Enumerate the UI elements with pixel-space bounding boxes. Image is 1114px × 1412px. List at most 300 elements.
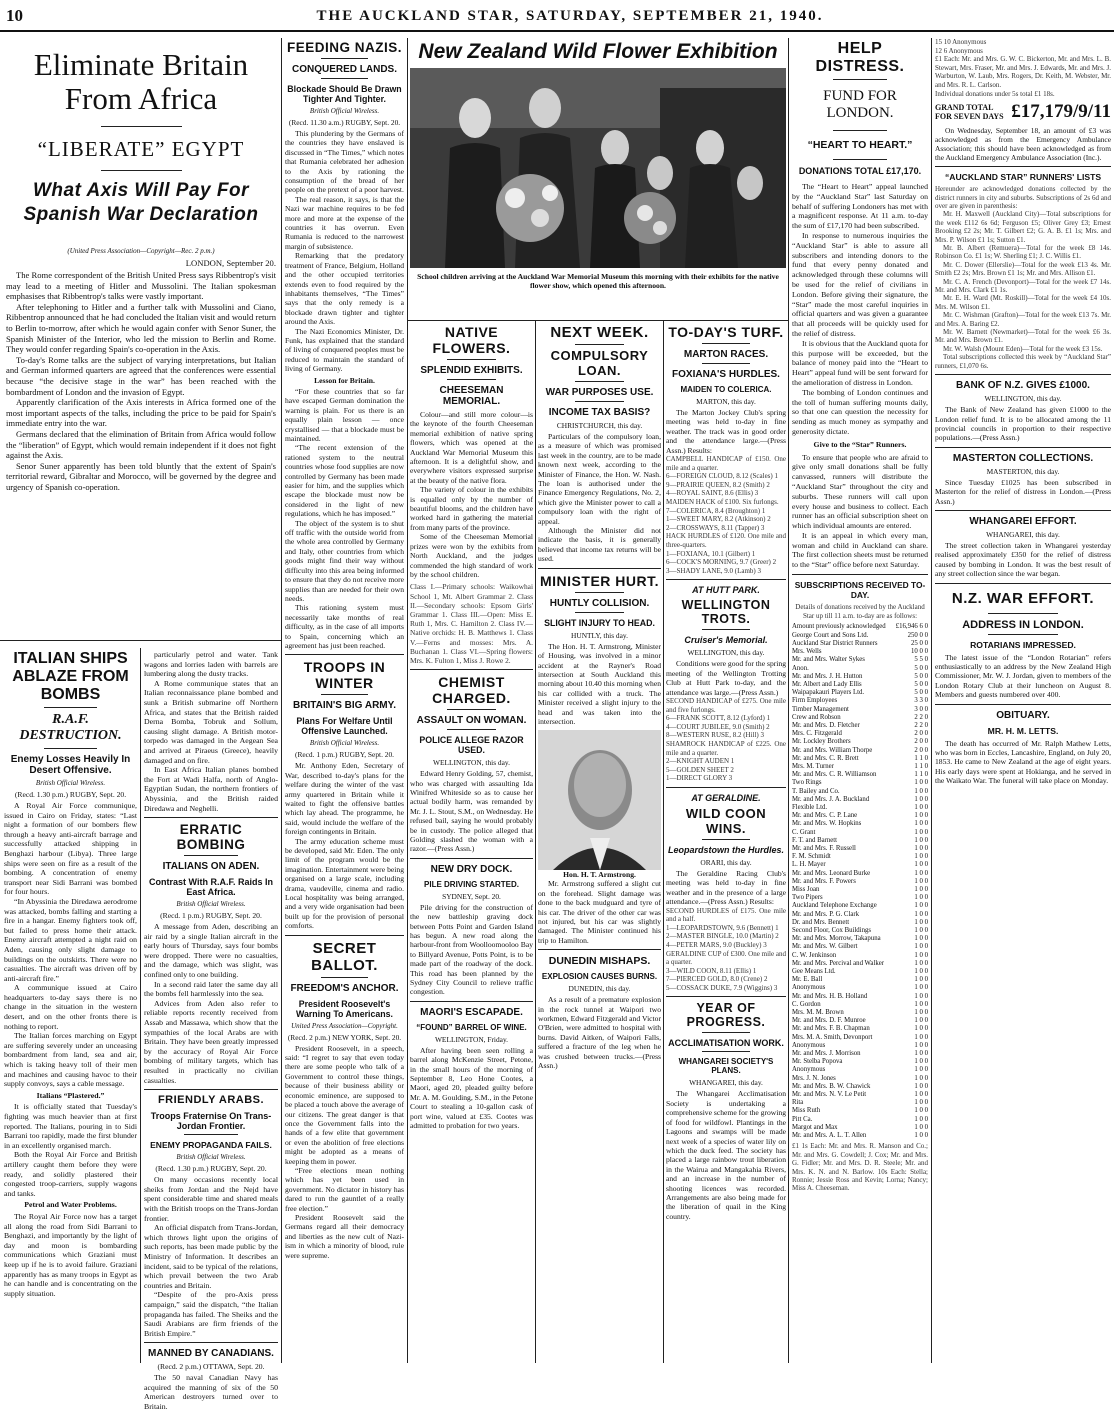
donor-name: Anonymous — [792, 984, 826, 992]
deck: Troops Fraternise On Trans-Jordan Frontier. — [150, 1111, 272, 1132]
donor-name: Mrs. M. M. Brown — [792, 1009, 844, 1017]
donor-name: Mr. Lockley Brothers — [792, 738, 851, 746]
donation-amount: 1 0 0 — [914, 1017, 928, 1025]
subhead: “FOUND” BARREL OF WINE. — [416, 1022, 527, 1032]
paragraph: President Roosevelt, in a speech, said: “I regret to say that even today there are some people who talk of a Government to control these things, because of their business ability or economic eminence, are supposed to be placed a touch above the average of our citizens. The great danger is that once the Government falls into the hands of a few elite that government or even the abolition of free elections might be adopted as a means of keeping them in power. — [285, 1043, 404, 1166]
headline-dry-dock: NEW DRY DOCK. — [430, 863, 513, 875]
donor-name: Mr. and Mrs. Morrow, Takapuna — [792, 935, 881, 943]
column-rule — [535, 320, 536, 1363]
donor-name: Mr. Albert and Lady Ellis — [792, 680, 862, 688]
donation-amount: 1 0 0 — [914, 1066, 928, 1074]
subscription-row — [792, 1066, 928, 1074]
donation-amount: 1 0 0 — [914, 1123, 928, 1131]
crosshead: Give to the “Star” Runners. — [813, 439, 907, 449]
subhead: ITALIANS ON ADEN. — [162, 861, 260, 873]
donation-amount: 1 0 0 — [914, 1107, 928, 1115]
subscription-row — [792, 886, 928, 894]
subscription-row — [792, 837, 928, 845]
result-line: 4—ROYAL SAINT, 8.6 (Ellis) 3 — [666, 489, 759, 498]
result-line: 6—COCK'S MORNING, 9.7 (Greer) 2 — [666, 558, 777, 567]
runners-intro: Hereunder are acknowledged donations collected by the district runners in city and suburbs. Subscriptions of 2s 6d and over are given in parenthesis: — [935, 185, 1111, 210]
donor-name: Mr. and Mrs. B. W. Chawick — [792, 1082, 871, 1090]
headline-next-week: NEXT WEEK. — [550, 324, 649, 341]
paragraph: The latest issue of the “London Rotarian” refers enthusiastically to an address by the New Zealand High Commissioner, Mr. W. J. Jordan, given to members of the London Rotary Club at their luncheon on August 8. Members and guests numbered over 400. — [935, 652, 1111, 700]
column-rule — [663, 320, 664, 1363]
column-rule — [407, 38, 408, 1363]
subhead: FREEDOM'S ANCHOR. — [290, 982, 399, 994]
donor-name: Margot and Max — [792, 1123, 838, 1131]
result-line: GERALDINE CUP of £300. One mile and a quarter. — [666, 949, 786, 967]
headline-runners-lists: “AUCKLAND STAR” RUNNERS' LISTS — [944, 172, 1102, 183]
donation-amount: 2 0 0 — [914, 738, 928, 746]
paragraph: The real reason, it says, is that the Nazi war machine requires to be fed more and more at the expense of the countries it has overrun. Even Rumania is reduced to the narrowest margin of subsistence. — [285, 194, 404, 251]
column-rule — [931, 38, 932, 1363]
column-rule — [140, 648, 141, 1363]
list-item: Mr. W. Barnett (Newmarket)—Total for the week £6 3s. Mr. and Mrs. Brown £1. — [935, 328, 1111, 345]
article-body — [285, 1044, 404, 1260]
subscription-row — [792, 681, 928, 689]
subscription-row — [792, 919, 928, 927]
list-item: 12 6 Anonymous — [935, 46, 983, 55]
result-line: 7—PIERCED GOLD, 8.0 (Crene) 2 — [666, 975, 768, 984]
subscription-row — [792, 796, 928, 804]
subhead: EXPLOSION CAUSES BURNS. — [541, 972, 658, 982]
list-item: Mr. B. Albert (Remuera)—Total for the week £8 14s. Robinson Co. £1 1s; W. Sherling £1; J. C. Willis £1. — [935, 244, 1111, 261]
donor-name: Second Floor, Cox Buildings — [792, 927, 872, 934]
dateline: SYDNEY, Sept. 20. — [442, 891, 501, 901]
paragraph: Although the Minister did not indicate the basis, it is generally believed that income tax returns will be used. — [538, 526, 661, 564]
headline-bank-of-nz: BANK OF N.Z. GIVES £1000. — [956, 380, 1090, 392]
paragraph: The 50 naval Canadian Navy has acquired the manning of six of the 50 American destroyers turned over to Britain. — [144, 1373, 278, 1412]
donor-name: Mr. and Mrs. Walter Sykes — [792, 656, 865, 664]
race-results — [666, 907, 786, 993]
credit-line: United Press Association—Copyright. — [291, 1021, 398, 1030]
subhead: MARTON RACES. — [683, 349, 769, 360]
paragraph: Senor Suner apparently has been told bluntly that the extent of Spain's territorial reward, Gibraltar and Morocco, will be governed by the degree and urgency of Spanish co-operation. — [6, 460, 276, 492]
donation-amount: 1 0 0 — [914, 902, 928, 910]
paragraph: The bombing of London continues and the toll of human suffering mounts daily, so that one can question the necessity for sending as much money as sympathy and generosity dictate. — [792, 387, 928, 436]
dateline: HUNTLY, this day. — [571, 630, 628, 640]
paragraph: Conditions were good for the spring meeting of the Wellington Trotting Club at Hutt Park to-day, and the attendance was large.—(Press Assn.) — [666, 659, 786, 697]
donor-name: Gee Means Ltd. — [792, 968, 836, 976]
result-line: 1—DIRECT GLORY 3 — [666, 774, 733, 783]
subscription-row — [792, 706, 928, 714]
donor-name: Mr. and Mrs. J. H. Hutton — [792, 672, 863, 680]
paragraph: A communique issued at Cairo headquarters to-day says there is no change in the situation in the western desert, and on the other fronts there is nothing to report. — [4, 983, 137, 1031]
headline-obituary: OBITUARY. — [996, 709, 1050, 721]
paragraph: This plundering by the Germans of the countries they have enslaved is discussed in “The Times,” which notes that Rumania celebrated her adhesion to the Axis by rationing the consumption of the bread of her people on the pretext of a poor harvest. — [285, 129, 404, 195]
subscription-row — [792, 1107, 928, 1115]
subscription-row — [792, 993, 928, 1001]
donation-amount: 1 0 0 — [914, 828, 928, 836]
paragraph: “Despite of the pro-Axis press campaign,” said the dispatch, “the Italian propaganda has failed. The Sheiks and the Saudi Arabians are firm friends of the British Empire.” — [144, 1290, 278, 1338]
subhead: HUNTLY COLLISION. — [549, 597, 650, 609]
donation-amount: 1 0 0 — [914, 787, 928, 795]
dateline: WELLINGTON, this day. — [687, 648, 765, 658]
paragraph: “For these countries that so far have escaped German domination the warning is plain. For us there is an equally plain lesson — once crystallised — that a blockade must be maintained. — [285, 386, 404, 443]
subscription-row — [792, 656, 928, 664]
article-body — [410, 410, 533, 579]
dateline: (Recd. 1.30 p.m.) RUGBY, Sept. 20. — [14, 790, 127, 799]
subscription-row — [792, 673, 928, 681]
paragraph: The street collection taken in Whangarei yesterday realised approximately £350 for the relief of distress caused by bombing in London. It was the best result of any street collection since the war began. — [935, 540, 1111, 579]
result-line: 7—COLERICA, 8.4 (Broughton) 1 — [666, 506, 766, 515]
subscription-row — [792, 820, 928, 828]
donor-name: Mr. and Mrs. H. B. Holland — [792, 992, 868, 1000]
donation-amount: 5 0 0 — [914, 664, 928, 672]
paragraph: A Rome communique states that an Italian reconnaissance plane bombed and sunk a British submarine off Northern Africa, and states that the British raided Derna Bomba, Tobruk and Sollum, causing slight damage. A British motor-torpedo was damaged in the Aegean Sea and arrived at Piraeus (Greece), heavily damaged and on fire. — [144, 678, 278, 765]
subhead: ADDRESS IN LONDON. — [962, 618, 1084, 631]
subscription-row — [792, 730, 928, 738]
donor-name: L. H. Mayer — [792, 861, 826, 869]
headline-italian-ships: ITALIAN SHIPS ABLAZE FROM BOMBS — [12, 650, 129, 703]
masthead — [0, 0, 1114, 34]
subscription-row — [792, 927, 928, 935]
paragraph: Apparently clarification of the Axis interests in Africa formed one of the most important aspects of the talks, including the price to be paid for Spain's immediate entry into the war. — [6, 397, 276, 429]
paragraph: To-day's Rome talks are the subject of varying interpretations, but Italian and German informed quarters are agreed that the conferences were essential because “the decisive stage in the war” has been reached with the bombardment of London and the invasion of Egypt. — [6, 354, 276, 397]
donation-amount: 1 0 0 — [914, 935, 928, 943]
paragraph: The Whangarei Acclimatisation Society is undertaking a comprehensive scheme for the growing of food for wildfowl. Plantings in the Lagoons and swamps will be made next week of a species of water lily on which the duck feed. The society has placed a large rainbow trout liberation in the Wairua and Mangakahia Rivers, and an increase in the number of shooting licences was recorded. Arrangements are also being made for the liberation of quail in the King country. — [666, 1089, 786, 1221]
paragraph: In response to numerous inquiries the “Auckland Star” is able to assure all subscribers and intending donors to the fund that every penny donated and acknowledged through these columns will be used for the relief of civilians in London. Before giving their signature, the “Star” made the most careful inquiries in official quarters and was given a guarantee that all proceeds will be quickly used for the relief of distress. — [792, 230, 928, 338]
dateline: LONDON, September 20. — [185, 258, 276, 268]
donor-name: C. Grant — [792, 828, 816, 836]
donation-amount: 1 0 0 — [914, 1000, 928, 1008]
portrait-caption: Hon. H. T. Armstrong. — [563, 870, 636, 880]
list-item: Mr. C. Wishman (Grafton)—Total for the week £13 7s. Mr. and Mrs. A. Baring £2. — [935, 311, 1111, 328]
donor-name: Mrs. M. Turner — [792, 762, 834, 770]
donor-name: Flexible Ltd. — [792, 803, 828, 811]
subscription-row — [792, 1034, 928, 1042]
list-item: £1 Each: Mr. and Mrs. G. W. C. Bickerton, Mr. and Mrs. L. B. Stewart, Mrs. Fraser, Mr. and Mrs. J. Edwards, Mr. and Mrs. J. Warburton, W. Laub, Mrs. Rogers, Dr. Keith, M. Webster, Mr. and Mrs. R. L. Carlson. — [935, 55, 1111, 89]
subhead: CONQUERED LANDS. — [291, 64, 397, 75]
donation-amount: £16,946 6 0 — [895, 623, 928, 631]
donor-name: George Court and Sons Ltd. — [792, 631, 869, 639]
subhead: ASSAULT ON WOMAN. — [416, 715, 527, 727]
column-six — [666, 324, 786, 1364]
paragraph: An official dispatch from Trans-Jordan, which throws light upon the origins of such reports, has been made public by the Ministry of Information. It describes an incident, said to be typical of the relations, which prevail between the two Arab countries and Britain. — [144, 1223, 278, 1290]
result-line: 4—COURT JUBILEE, 9.0 (Smith) 2 — [666, 722, 770, 731]
subscription-row — [792, 632, 928, 640]
donor-name: C. W. Jenkinson — [792, 951, 837, 959]
donor-name: Mr. and Mrs. A. L. T. Allen — [792, 1132, 867, 1140]
donation-amount: 1 0 0 — [914, 976, 928, 984]
paragraph: The Italian forces marching on Egypt are suffering severely under an unceasing bombardment from land, sea and air, which is taking heavy toll of their men and machines and causing havoc to their supply convoys, says a cable message. — [4, 1031, 137, 1089]
continuation — [144, 650, 278, 813]
paragraph: The variety of colour in the exhibits is equalled only by the number of beautiful blooms, and the children have worked hard in gathering the material from many parts of the province. — [410, 485, 533, 532]
paragraph: It is an appeal in which every man, woman and child in Auckland can share. The first collection sheets must be returned to the “Star” office before next Saturday. — [792, 530, 928, 570]
paragraph: The Rome correspondent of the British United Press says Ribbentrop's visit may lead to a meeting of Hitler and Mussolini. The Italian spokesman emphasises that Ribbentrop's talks were vastly important. — [6, 270, 276, 302]
paragraph: In a second raid later the same day all the bombs fell harmlessly into the sea. — [144, 979, 278, 999]
credit-line: British Official Wireless. — [309, 739, 380, 748]
headline-liberate-egypt: “LIBERATE” EGYPT — [37, 137, 245, 161]
subscription-row — [792, 1099, 928, 1107]
subscription-row — [792, 861, 928, 869]
subhead: SPLENDID EXHIBITS. — [420, 365, 523, 376]
result-line: 2—MASTER BINGLE, 10.0 (Martin) 2 — [666, 932, 779, 941]
paragraph: As a result of a premature explosion in the rock tunnel at Waipori two workmen, Edward Fitzgerald and Victor O'Brien, were admitted to hospital with burns. David Aitken, of Waipori Falls, suffered a fracture of the leg when he was crushed between trucks.—(Press Assn.) — [538, 995, 661, 1071]
credit-line: British Official Wireless. — [309, 107, 380, 115]
donation-amount: 3 3 0 — [914, 697, 928, 705]
donation-amount: 2 0 0 — [914, 746, 928, 754]
headline-wild-coon-wins: WILD COON WINS. — [685, 805, 767, 836]
subhead: SLIGHT INJURY TO HEAD. — [544, 617, 655, 628]
donation-amount: 1 0 0 — [914, 861, 928, 869]
deck: Enemy Losses Heavily In Desert Offensive. — [10, 754, 131, 776]
donor-name: Mr. and Mrs. C. R. Brett — [792, 754, 859, 762]
subhead: WHANGAREI SOCIETY'S PLANS. — [678, 1057, 774, 1076]
headline-troops-in-winter: TROOPS IN WINTER — [303, 659, 386, 692]
donor-name: Auckland Telephone Exchange — [792, 902, 877, 910]
donor-name: Mr. and Mrs. N. V. Le Petit — [792, 1091, 867, 1099]
credit-line: British Official Wireless. — [35, 779, 106, 787]
headline-axis-pay: What Axis Will Pay For Spanish War Declaration — [23, 180, 259, 225]
subscription-row — [792, 976, 928, 984]
donation-amount: 1 0 0 — [914, 1041, 928, 1049]
headline-minister-hurt: MINISTER HURT. — [540, 572, 659, 589]
donor-name: Mr. and Mrs. D. Fletcher — [792, 721, 860, 729]
donation-amount: 5 0 0 — [914, 680, 928, 688]
intro-lines — [935, 38, 1111, 98]
newspaper-title: THE AUCKLAND STAR, SATURDAY, SEPTEMBER 21, 1940. — [316, 8, 824, 24]
headline-native-flowers: NATIVE FLOWERS. — [432, 324, 511, 356]
dateline: (Recd. 2 p.m.) OTTAWA, Sept. 20. — [157, 1362, 265, 1372]
donation-amount: 1 0 0 — [914, 992, 928, 1000]
subscription-row — [792, 1075, 928, 1083]
paragraph: The object of the system is to shut off traffic with the outside world from the whole area controlled by Germany and Italy, other countries from which goods might find their way without difficulty into this area being informed to ensure that they do not receive more supplies than are needed for their own needs. — [285, 518, 404, 603]
donation-amount: 1 1 0 — [914, 771, 928, 779]
donor-name: Auckland Star District Runners — [792, 639, 878, 647]
donation-amount: 1 0 0 — [914, 968, 928, 976]
donation-amount: 2 2 0 — [914, 713, 928, 721]
donation-amount: 1 0 0 — [914, 1033, 928, 1041]
donor-name: Mr. and Mrs. D. F. Munroe — [792, 1017, 866, 1025]
subhead: “HEART TO HEART.” — [807, 139, 913, 151]
subhead-compulsory-loan: COMPULSORY LOAN. — [550, 348, 649, 378]
donor-name: Mr. and Mrs. Percival and Walker — [792, 959, 885, 967]
donor-name: Mr. and Mrs. C. R. Williamson — [792, 771, 877, 779]
donation-amount: 1 0 0 — [914, 820, 928, 828]
headline-maori-escapade: MAORI'S ESCAPADE. — [420, 1006, 523, 1018]
headline-friendly-arabs: FRIENDLY ARABS. — [157, 1094, 265, 1107]
donation-amount: 5 5 0 — [914, 656, 928, 664]
dateline: (Recd. 1 p.m.) RUGBY, Sept. 20. — [294, 750, 395, 760]
place-label: AT HUTT PARK. — [692, 585, 760, 596]
donation-amount: 1 0 0 — [914, 877, 928, 885]
donation-amount: 1 0 0 — [914, 795, 928, 803]
donor-name: F. T. and Barnett — [792, 836, 838, 844]
paragraph: In East Africa Italian planes bombed the Fort at Wadi Halfa, north of Anglo-Egyptian Sudan, the northern frontiers of Abyssinia, and the British raided Diredawa and Neghelli. — [144, 765, 278, 813]
subscription-row — [792, 1009, 928, 1017]
donation-amount: 1 0 0 — [914, 1058, 928, 1066]
headline-year-of-progress: YEAR OF PROGRESS. — [686, 1001, 766, 1030]
column-seven — [792, 38, 928, 1363]
subscription-row — [792, 1058, 928, 1066]
subhead: INCOME TAX BASIS? — [548, 407, 651, 418]
donor-name: Amount previously acknowledged — [792, 623, 886, 631]
donor-name: Mr. and Mrs. J. A. Buckland — [792, 795, 870, 803]
list-item: Individual donations under 5s total £1 18s. — [935, 89, 1055, 98]
list-item: Mr. C. A. French (Devonport)—Total for the week £7 14s. Mr. and Mrs. Clark £1 1s. — [935, 277, 1111, 295]
paragraph: After telephoning to Hitler and a further talk with Mussolini and Ciano, Ribbentrop announced that he had concluded the Italian visit and would return to Berlin to-morrow, after which he would again confer with Senor Suner, the Spanish Minister of the Interior, who led the mission to Berlin and Rome. They would confer regarding Spain's co-operation in the Axis. — [6, 301, 276, 355]
headline-todays-turf: TO-DAY'S TURF. — [668, 324, 784, 340]
donation-amount: 1 1 0 — [914, 762, 928, 770]
donation-amount: 1 0 0 — [914, 1115, 928, 1123]
result-line: 2—KNIGHT AUDEN 1 — [666, 757, 735, 766]
column-two-lower — [144, 650, 278, 1412]
dateline: MASTERTON, this day. — [986, 466, 1060, 476]
donation-amount: 1 0 0 — [914, 984, 928, 992]
prize-list: Class I.—Primary schools: Waikowhai School 1, Mt. Albert Grammar 2. Class II.—Secondary schools: Epsom Girls' Grammar 1. Class III.—Open: Miss E. Ruth 1, Mrs. C. Hamilton 2. Class IV.—Native orchids: H. B. Matthews 1. Class V.—Ferns and mosses: Mrs. A. Buchanan 1. Class VI.—Spring flowers: Mrs. K. Fulton 1, Miss J. Rowe 2. — [410, 582, 533, 665]
subscription-row — [792, 689, 928, 697]
subscription-row — [792, 894, 928, 902]
grand-total-label: GRAND TOTAL FOR SEVEN DAYS — [935, 103, 1004, 122]
column-three — [285, 38, 404, 1363]
dateline: ORARI, this day. — [700, 857, 752, 867]
headline-whangarei: WHANGAREI EFFORT. — [969, 515, 1077, 527]
donation-amount: 3 0 0 — [914, 705, 928, 713]
result-line: 4—PETER MARS, 9.0 (Buckley) 3 — [666, 940, 767, 949]
subhead-raf: R.A.F. DESTRUCTION. — [19, 712, 122, 743]
donation-amount: 5 0 0 — [914, 672, 928, 680]
dateline: CHRISTCHURCH, this day. — [556, 421, 643, 430]
donor-name: Crew and Robson — [792, 713, 841, 721]
result-line: 5—GOLDEN SHEET 2 — [666, 765, 734, 774]
subhead: DONATIONS TOTAL £17,170. — [798, 166, 922, 176]
subhead: ENEMY PROPAGANDA FAILS. — [150, 1140, 272, 1151]
column-rule — [281, 38, 282, 1363]
donation-amount: 1 0 0 — [914, 844, 928, 852]
subscription-row — [792, 788, 928, 796]
headline-feeding-nazis: FEEDING NAZIS. — [286, 40, 402, 55]
article-body — [792, 182, 928, 570]
subscription-row — [792, 804, 928, 812]
donor-name: Mrs. Wells — [792, 648, 822, 656]
result-line: 3—SHADY LANE, 9.0 (Lamb) 3 — [666, 566, 762, 575]
paragraph: On many occasions recently local sheiks from Jordan and the Nejd have spent considerable time and shared meals with the British troops on the Trans-Jordan frontier. — [144, 1175, 278, 1223]
headline-subscriptions: SUBSCRIPTIONS RECEIVED TO-DAY. — [794, 580, 926, 601]
list-item: Mr. C. Dower (Ellerslie)—Total for the week £13 4s. Mr. Smith £2 2s; Mrs. Brown £1 1s; Mr. and Mrs. Allison £1. — [935, 260, 1111, 278]
result-line: 9—PRAIRIE QUEEN, 8.2 (Smith) 2 — [666, 480, 770, 489]
dateline: (Recd. 1 p.m.) RUGBY, Sept. 20. — [160, 911, 262, 921]
subhead: Cruiser's Memorial. — [684, 635, 768, 646]
donation-amount: 1 1 0 — [914, 754, 928, 762]
donor-name: Anonymous — [792, 1066, 826, 1074]
lead-article — [6, 38, 276, 643]
donation-amount: 1 0 0 — [914, 812, 928, 820]
subscription-row — [792, 902, 928, 910]
subhead: ACCLIMATISATION WORK. — [668, 1038, 784, 1049]
column-eight — [935, 38, 1111, 1363]
paragraph: Mr. Armstrong suffered a slight cut on the forehead. Slight damage was done to the back mudguard and tyre of his car. The driver of the other car was not injured, but his car was slightly damaged. The Minister continued his trip to Hamilton. — [538, 879, 661, 945]
donor-name: Pitt Ca. — [792, 1115, 813, 1123]
dateline: (Recd. 1.30 p.m.) RUGBY, Sept. 20. — [155, 1164, 267, 1174]
result-line: 2—CROSSWAYS, 8.11 (Tapper) 3 — [666, 523, 765, 532]
paragraph: The Royal Air Force now has a target all along the road from Sidi Barrani to Benghazi, and importantly by the light of day and moon is bombarding communications which Graziani must keep up if he is to avoid failure. Graziani apparently has as many troops in Egypt as he can handle and is concentrating on the supply situation. — [4, 1211, 137, 1298]
subscription-row — [792, 640, 928, 648]
donor-name: Mr. and Mrs. W. Hopkins — [792, 820, 862, 828]
donation-amount: 1 0 0 — [914, 1074, 928, 1082]
result-line: 1—FOXIANA, 10.1 (Gilbert) 1 — [666, 549, 756, 558]
result-line: HACK HURDLES of £120. One mile and three-quarters. — [666, 532, 786, 549]
dateline: WELLINGTON, this day. — [984, 394, 1062, 404]
donor-name: Two Rings — [792, 779, 822, 787]
subhead: PILE DRIVING STARTED. — [424, 879, 519, 889]
headline-chemist-charged: CHEMIST CHARGED. — [432, 674, 511, 707]
subhead: ROTARIANS IMPRESSED. — [970, 639, 1076, 650]
subscription-row — [792, 1124, 928, 1132]
subscription-row — [792, 1042, 928, 1050]
donor-name: Rita — [792, 1099, 804, 1107]
paragraph: It is officially stated that Tuesday's fighting was much heavier than at first reported. The Italians, pouring in to Sidi Barrani too rapidly, made the first blunder in an excellently organised march. — [4, 1102, 137, 1150]
masthead-rule — [0, 30, 1114, 32]
subscription-row — [792, 623, 928, 631]
donor-name: Mr. and Mrs. F. B. Chapman — [792, 1025, 870, 1033]
subscription-row — [792, 779, 928, 787]
donor-name: Miss Joan — [792, 885, 820, 893]
donor-name: Waipapakauri Players Ltd. — [792, 689, 865, 697]
paragraph: After having been seen rolling a barrel along McKenzie Street, Petone, in the small hours of the morning of September 8, Leo Hone Cootes, a Maori, aged 20, pleaded guilty before Mr. A. M. Goulding, S.M., in the Petone Court to stealing a 10-gallon cask of port wine, valued at £35. Cootes was admitted to probation for two years. — [410, 1045, 533, 1131]
donation-amount: 1 0 0 — [914, 1091, 928, 1099]
subscription-row — [792, 755, 928, 763]
subscription-row — [792, 812, 928, 820]
subhead: MR. H. M. LETTS. — [987, 725, 1059, 736]
donor-name: Mr. and Mrs. William Thorpe — [792, 746, 873, 754]
donation-amount: 25 0 0 — [911, 639, 928, 647]
list-item: Mr. E. H. Ward (Mt. Roskill)—Total for the week £4 10s. Mrs. M. Wilson £1. — [935, 294, 1111, 311]
list-item: Mr. H. Maxwell (Auckland City)—Total subscriptions for the week £112 6s 6d; Ferguson £5; Oliver Grey £3; Ernest Brooking £2 2s; Mr. T. Gilbert £2; G. A. B. £1 1s; Mrs. and Mrs. P. Wilson £1 1s; Sutton £1. — [935, 210, 1111, 244]
donation-amount: 2 0 0 — [914, 730, 928, 738]
credit-line: (United Press Association—Copyright—Rec. 2 p.m.) — [67, 247, 215, 255]
donation-amount: 1 0 0 — [914, 869, 928, 877]
subhead: WAR PURPOSES USE. — [545, 387, 654, 398]
grand-total-row — [935, 101, 1111, 123]
subscription-row — [792, 952, 928, 960]
deck: Blockade Should Be Drawn Tighter And Tighter. — [287, 84, 402, 104]
donor-name: Mrs. M. A. Smith, Devonport — [792, 1033, 873, 1041]
subscription-row — [792, 911, 928, 919]
subscription-row — [792, 845, 928, 853]
subscription-row — [792, 714, 928, 722]
headline-nz-war-effort: N.Z. WAR EFFORT. — [951, 589, 1095, 607]
paragraph: Advices from Aden also refer to reliable reports recently received from Assab and Massawa, which show that the sympathies of the local Arabs are with Britain. They have been greatly impressed by the accuracy of Royal Air Force bombing of military targets, which has resulted in practically no civilian casualties. — [144, 998, 278, 1085]
headline-eliminate-britain: Eliminate Britain From Africa — [33, 47, 249, 116]
subscription-row — [792, 1050, 928, 1058]
donor-name: Miss Ruth — [792, 1107, 821, 1115]
subscriptions-list — [792, 623, 928, 1140]
headline-wellington-trots: WELLINGTON TROTS. — [681, 598, 771, 627]
subscription-row — [792, 878, 928, 886]
donation-amount: 1 0 0 — [914, 927, 928, 934]
italian-ships-article — [4, 650, 137, 1365]
paragraph: “Free elections mean nothing which has yet been used in government. No dictator in history has dared to run the gauntlet of a really free election.” — [285, 1165, 404, 1213]
subscription-row — [792, 771, 928, 779]
donation-amount: 1 0 0 — [914, 951, 928, 959]
donor-name: Mr. and Mrs. W. Gilbert — [792, 943, 858, 951]
result-line: SECOND HANDICAP of £275. One mile and five furlongs. — [666, 696, 786, 714]
subscription-row — [792, 648, 928, 656]
result-line: 5—COSSACK DUKE, 7.9 (Wiggins) 3 — [666, 983, 778, 992]
paragraph: Remarking that the predatory treatment of France, Belgium, Holland and the other occupied territories extends even to food required by the inhabitants themselves, “The Times” says that the only remedy is a blockade drawn tighter and tighter around the Axis. — [285, 251, 404, 327]
subscription-row — [792, 665, 928, 673]
banner-headline: New Zealand Wild Flower Exhibition — [418, 40, 778, 63]
dateline: WELLINGTON, this day. — [433, 758, 510, 768]
article-body — [144, 1175, 278, 1338]
dateline: WHANGAREI, this day. — [689, 1078, 763, 1088]
subscription-row — [792, 935, 928, 943]
dateline: DUNEDIN, this day. — [568, 984, 631, 994]
donor-name: Mr. and Mrs. F. Russell — [792, 844, 856, 852]
paragraph: Some of the Cheeseman Memorial prizes were won by the exhibits from North Auckland, and the judges commended the high standard of work by the school children. — [410, 532, 533, 579]
